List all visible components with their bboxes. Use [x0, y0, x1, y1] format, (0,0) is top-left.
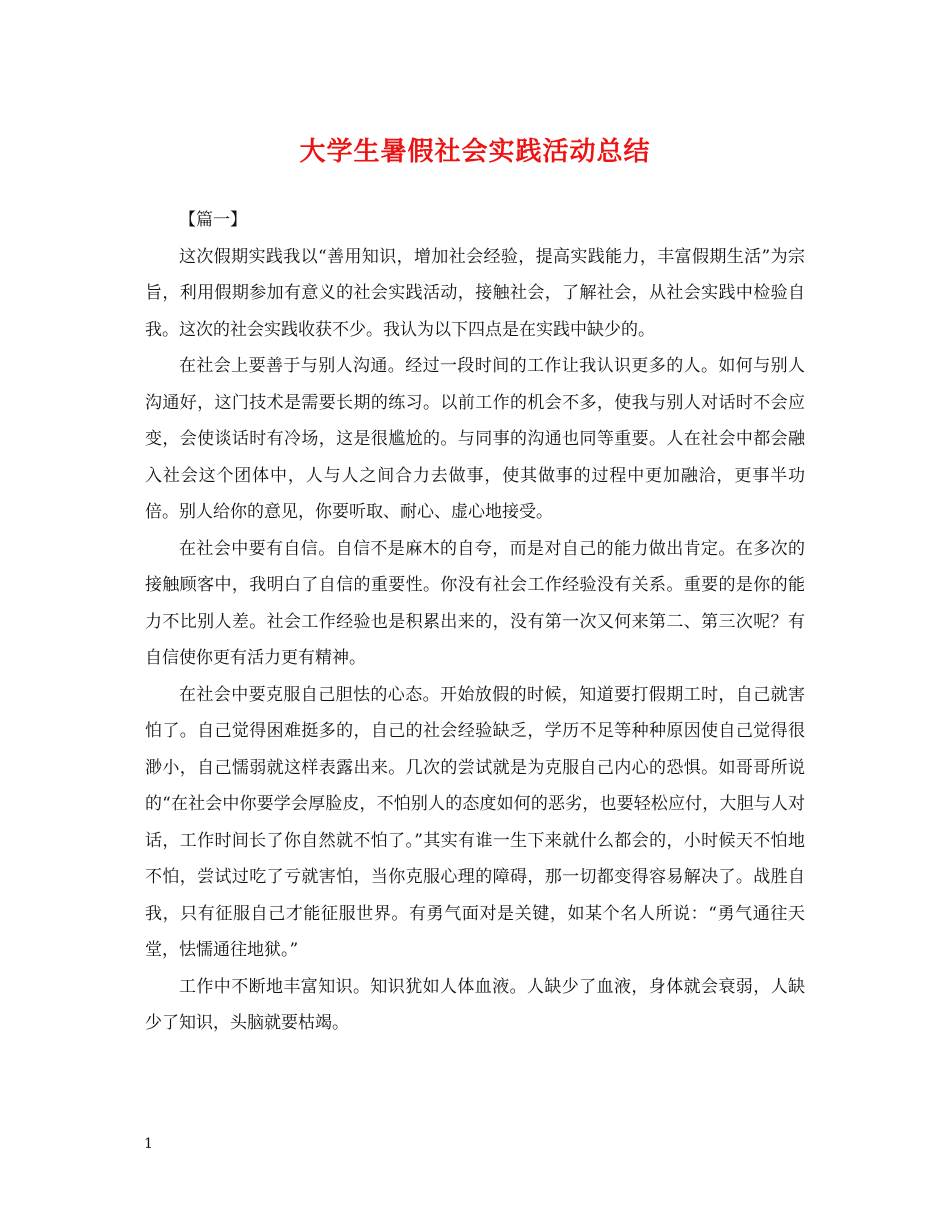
paragraph-1: 这次假期实践我以“善用知识，增加社会经验，提高实践能力，丰富假期生活”为宗旨，利用假期参加有意义的社会实践活动，接触社会，了解社会，从社会实践中检验自我。这次的社会实践收获不少。我认为以下四点是在实践中缺少的。	[145, 246, 805, 340]
paragraph-2: 在社会上要善于与别人沟通。经过一段时间的工作让我认识更多的人。如何与别人沟通好，这门技术是需要长期的练习。以前工作的机会不多，使我与别人对话时不会应变，会使谈话时有冷场，这是很尴尬的。与同事的沟通也同等重要。人在社会中都会融入社会这个团体中，人与人之间合力去做事，使其做事的过程中更加融洽，更事半功倍。别人给你的意见，你要听取、耐心、虚心地接受。	[145, 356, 805, 522]
document-title: 大学生暑假社会实践活动总结	[299, 137, 651, 167]
paragraph-4: 在社会中要克服自己胆怯的心态。开始放假的时候，知道要打假期工时，自己就害怕了。自己觉得困难挺多的，自己的社会经验缺乏，学历不足等种种原因使自己觉得很渺小，自己懦弱就这样表露出来。几次的尝试就是为克服自己内心的恐惧。如哥哥所说的“在社会中你要学会厚脸皮，不怕别人的态度如何的恶劣，也要轻松应付，大胆与人对话，工作时间长了你自然就不怕了。”其实有谁一生下来就什么都会的，小时候天不怕地不怕，尝试过吃了亏就害怕，当你克服心理的障碍，那一切都变得容易解决了。战胜自我，只有征服自己才能征服世界。有勇气面对是关键，如某个名人所说：“勇气通往天堂，怯懦通往地狱。”	[145, 684, 805, 960]
section-label: 【篇一】	[179, 210, 247, 230]
document-body	[145, 202, 805, 1042]
page-number: 1	[144, 1136, 153, 1152]
paragraph-3: 在社会中要有自信。自信不是麻木的自夸，而是对自己的能力做出肯定。在多次的接触顾客中，我明白了自信的重要性。你没有社会工作经验没有关系。重要的是你的能力不比别人差。社会工作经验也是积累出来的，没有第一次又何来第二、第三次呢？有自信使你更有活力更有精神。	[145, 538, 805, 668]
paragraph-5: 工作中不断地丰富知识。知识犹如人体血液。人缺少了血液，身体就会衰弱，人缺少了知识，头脑就要枯竭。	[145, 976, 805, 1033]
